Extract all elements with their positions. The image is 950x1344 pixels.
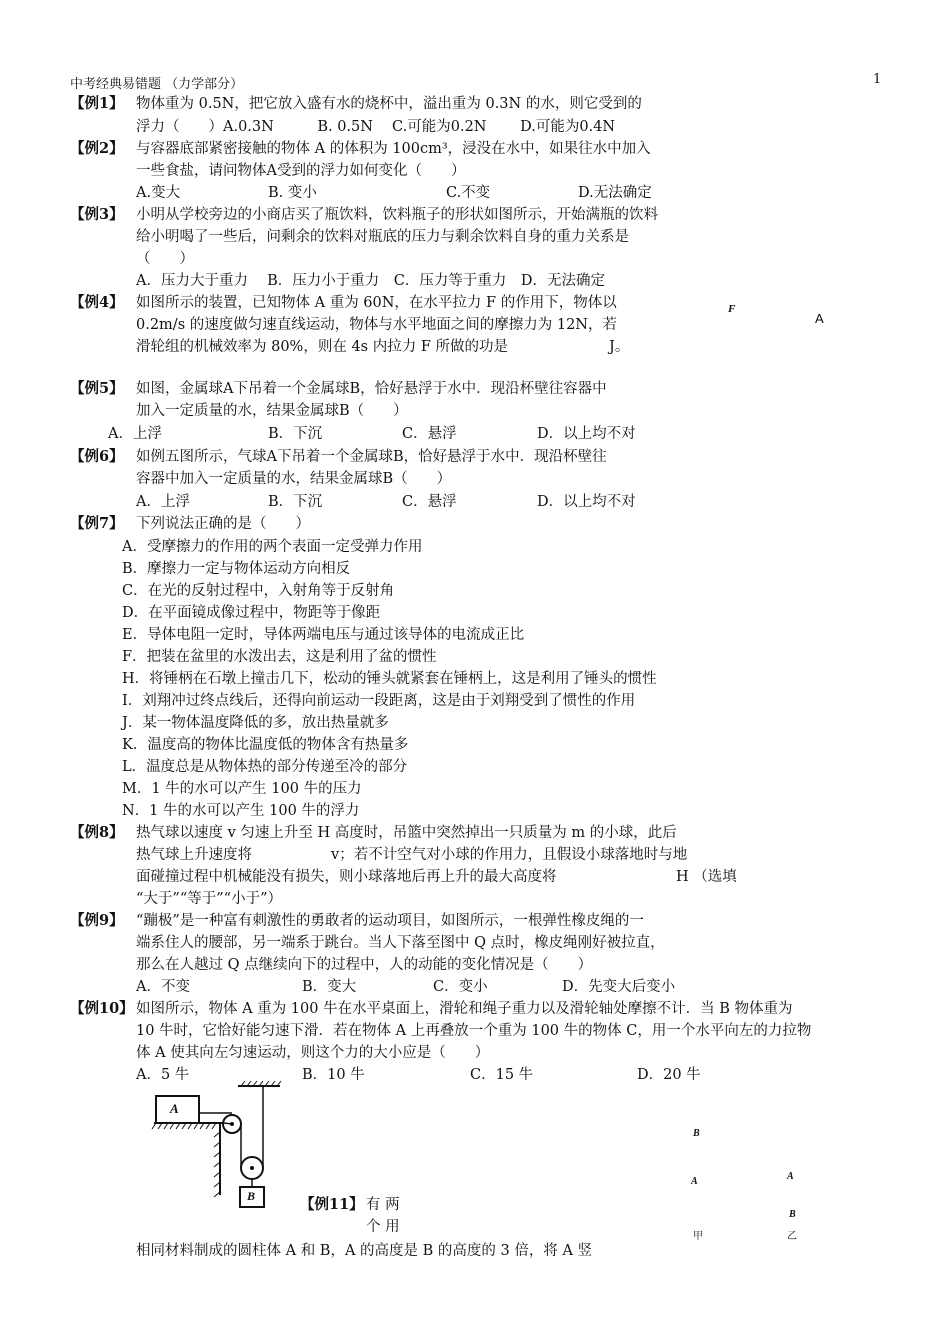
q11-line1: 有 两 <box>366 1197 400 1213</box>
q3-label: 【例3】 <box>70 206 124 223</box>
q10-line2: 10 牛时，它恰好能匀速下滑．若在物体 A 上再叠放一个重为 100 牛的物体 C，用一个水平向左的力拉物 <box>136 1023 812 1039</box>
q10-option-d: D．20 牛 <box>637 1067 701 1083</box>
q9-line1: “蹦极”是一种富有刺激性的勇敢者的运动项目，如图所示，一根弹性橡皮绳的一 <box>136 913 644 929</box>
q5-line2: 加入一定质量的水，结果金属球B（ ） <box>136 403 408 419</box>
q7-stem: 下列说法正确的是（ ） <box>136 516 310 532</box>
q7-item-d: D．在平面镜成像过程中，物距等于像距 <box>122 605 381 621</box>
q11-line2: 个 用 <box>366 1219 400 1235</box>
q5-option-d: D．以上均不对 <box>537 426 636 442</box>
q6-line2: 容器中加入一定质量的水，结果金属球B（ ） <box>136 471 452 487</box>
q9-line2: 端系住人的腰部，另一端系于跳台。当人下落至图中 Q 点时，橡皮绳刚好被拉直， <box>136 935 665 951</box>
q6-label: 【例6】 <box>70 448 124 465</box>
q9-option-a: A．不变 <box>136 979 190 995</box>
q10-label: 【例10】 <box>70 1000 134 1017</box>
q7-item-i: I．刘翔冲过终点线后，还得向前运动一段距离，这是由于刘翔受到了惯性的作用 <box>122 693 636 709</box>
q6-option-b: B．下沉 <box>268 494 323 510</box>
q2-option-b: B. 变小 <box>268 185 317 201</box>
q8-line2-end: v；若不计空气对小球的作用力，且假设小球落地时与地 <box>331 847 688 863</box>
q4-figure-f-label: F <box>728 303 736 315</box>
q8-line1: 热气球以速度 v 匀速上升至 H 高度时，吊篮中突然掉出一只质量为 m 的小球，此后 <box>136 825 677 841</box>
q9-line3: 那么在人越过 Q 点继续向下的过程中，人的动能的变化情况是（ ） <box>136 957 593 973</box>
q4-unit: J。 <box>609 339 630 355</box>
q11-figure-yi-a-label: A <box>787 1171 794 1182</box>
q7-item-a: A．受摩擦力的作用的两个表面一定受弹力作用 <box>122 539 423 555</box>
q11-figure-jia-caption: 甲 <box>693 1231 703 1242</box>
q7-label: 【例7】 <box>70 515 124 532</box>
q7-item-b: B．摩擦力一定与物体运动方向相反 <box>122 561 351 577</box>
q11-figure-jia-a-label: A <box>691 1176 698 1187</box>
q5-option-c: C．悬浮 <box>402 426 457 442</box>
q2-label: 【例2】 <box>70 140 124 157</box>
q6-option-a: A．上浮 <box>136 494 190 510</box>
q2-option-d: D.无法确定 <box>578 185 652 201</box>
q4-line3: 滑轮组的机械效率为 80%，则在 4s 内拉力 F 所做的功是 <box>136 339 508 355</box>
q11-label: 【例11】 <box>300 1196 364 1213</box>
q1-line2: 浮力（ ）A.0.3N B. 0.5N C.可能为0.2N D.可能为0.4N <box>136 119 616 135</box>
q8-label: 【例8】 <box>70 824 124 841</box>
q9-option-d: D．先变大后变小 <box>562 979 676 995</box>
document-header: 中考经典易错题 （力学部分） <box>70 77 244 92</box>
q8-line3-end: H （选填 <box>676 869 737 885</box>
q10-line1: 如图所示，物体 A 重为 100 牛在水平桌面上，滑轮和绳子重力以及滑轮轴处摩擦不计．当 B 物体重为 <box>136 1001 793 1017</box>
q7-item-f: F．把装在盆里的水泼出去，这是利用了盆的惯性 <box>122 649 437 665</box>
q2-option-c: C.不变 <box>446 185 491 201</box>
q6-option-d: D．以上均不对 <box>537 494 636 510</box>
q7-item-e: E．导体电阻一定时，导体两端电压与通过该导体的电流成正比 <box>122 627 525 643</box>
q7-item-k: K．温度高的物体比温度低的物体含有热量多 <box>122 737 409 753</box>
q2-line2: 一些食盐，请问物体A受到的浮力如何变化（ ） <box>136 163 466 179</box>
q8-line3-start: 面碰撞过程中机械能没有损失，则小球落地后再上升的最大高度将 <box>136 869 557 885</box>
q7-item-l: L．温度总是从物体热的部分传递至冷的部分 <box>122 759 408 775</box>
q10-block-a-label: A <box>170 1101 179 1116</box>
q7-item-j: J．某一物体温度降低的多，放出热量就多 <box>122 715 389 731</box>
q8-line2-start: 热气球上升速度将 <box>136 847 252 863</box>
q3-line1: 小明从学校旁边的小商店买了瓶饮料，饮料瓶子的形状如图所示，开始满瓶的饮料 <box>136 207 658 223</box>
q6-line1: 如例五图所示，气球A下吊着一个金属球B，恰好悬浮于水中．现沿杯壁往 <box>136 449 607 465</box>
q2-line1: 与容器底部紧密接触的物体 A 的体积为 100cm³，浸没在水中，如果往水中加入 <box>136 141 651 157</box>
q3-line2: 给小明喝了一些后，问剩余的饮料对瓶底的压力与剩余饮料自身的重力关系是 <box>136 229 629 245</box>
q1-label: 【例1】 <box>70 95 124 112</box>
q4-label: 【例4】 <box>70 294 124 311</box>
q4-figure-a-label: A <box>815 311 824 326</box>
q11-figure-jia-b-label: B <box>693 1128 700 1139</box>
q4-line2: 0.2m/s 的速度做匀速直线运动，物体与水平地面之间的摩擦力为 12N，若 <box>136 317 617 333</box>
q11-line3: 相同材料制成的圆柱体 A 和 B，A 的高度是 B 的高度的 3 倍，将 A 竖 <box>136 1243 593 1259</box>
q7-item-n: N．1 牛的水可以产生 100 牛的浮力 <box>122 803 360 819</box>
q6-option-c: C．悬浮 <box>402 494 457 510</box>
q5-option-a: A．上浮 <box>108 426 162 442</box>
q10-option-a: A．5 牛 <box>136 1067 190 1083</box>
page-number: 1 <box>873 72 882 87</box>
q5-option-b: B．下沉 <box>268 426 323 442</box>
q10-line3: 体 A 使其向左匀速运动，则这个力的大小应是（ ） <box>136 1045 490 1061</box>
q7-item-h: H．将锤柄在石墩上撞击几下，松动的锤头就紧套在锤柄上，这是利用了锤头的惯性 <box>122 671 657 687</box>
q7-item-c: C．在光的反射过程中，入射角等于反射角 <box>122 583 395 599</box>
q9-option-b: B．变大 <box>302 979 357 995</box>
q1-line1: 物体重为 0.5N，把它放入盛有水的烧杯中，溢出重为 0.3N 的水，则它受到的 <box>136 96 642 112</box>
q11-figure-yi-caption: 乙 <box>787 1231 797 1242</box>
q7-item-m: M．1 牛的水可以产生 100 牛的压力 <box>122 781 362 797</box>
q9-option-c: C．变小 <box>433 979 488 995</box>
q10-option-b: B．10 牛 <box>302 1067 365 1083</box>
q5-label: 【例5】 <box>70 380 124 397</box>
q3-line3: （ ） <box>136 251 194 267</box>
q11-figure-yi-b-label: B <box>789 1209 796 1220</box>
q2-option-a: A.变大 <box>136 185 181 201</box>
q5-line1: 如图，金属球A下吊着一个金属球B，恰好悬浮于水中．现沿杯壁往容器中 <box>136 381 607 397</box>
q3-options: A．压力大于重力 B．压力小于重力 C．压力等于重力 D．无法确定 <box>136 273 605 289</box>
q10-option-c: C．15 牛 <box>470 1067 534 1083</box>
q8-line4: “大于”“等于”“小于”） <box>136 891 282 907</box>
q9-label: 【例9】 <box>70 912 124 929</box>
q10-block-b-label: B <box>247 1189 256 1203</box>
q4-line1: 如图所示的装置，已知物体 A 重为 60N，在水平拉力 F 的作用下，物体以 <box>136 295 617 311</box>
